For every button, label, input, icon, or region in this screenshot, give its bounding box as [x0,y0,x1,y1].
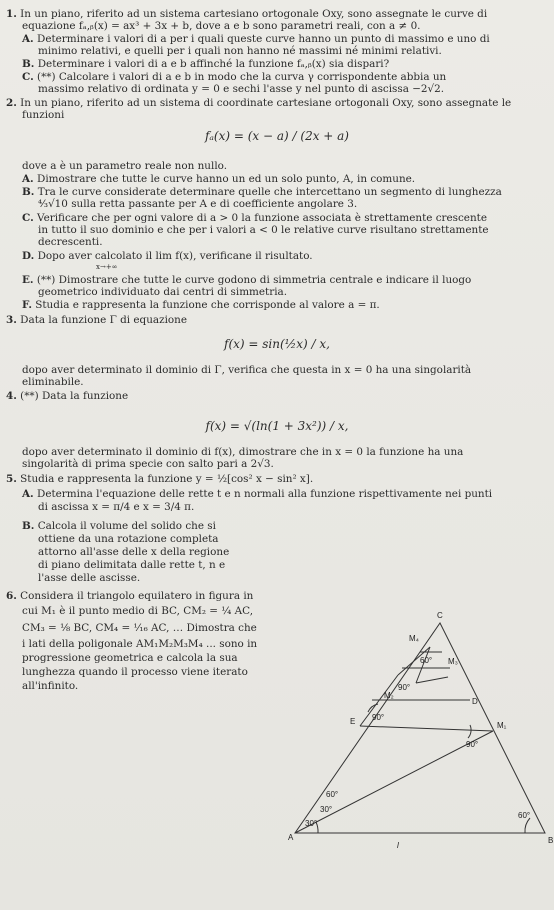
exercise-text: all'infinito. [22,680,79,692]
item: A. Determinare i valori di a per i quali queste curve hanno un punto di massimo e uno di [22,33,490,45]
exercise-text: In un piano, riferito ad un sistema cartesiano ortogonale Oxy, sono assegnate le curve di [20,8,488,20]
angle-label: 30° [305,819,318,828]
item-text: minimo relativi, e quelli per i quali non hanno né massimi né minimi relativi. [38,45,442,57]
formula: f(x) = sin(½x) / x, [224,337,330,351]
exercise-text: singolarità di prima specie con salto pari a 2√3. [22,458,274,470]
item: C. (**) Calcolare i valori di a e b in modo che la curva γ corrispondente abbia un [22,71,447,83]
point-M3: M₃ [448,657,458,666]
exercise-text: i lati della poligonale AM₁M₂M₃M₄ ... sono in [22,638,258,650]
item-text: l'asse delle ascisse. [38,572,141,584]
exercise-text: eliminabile. [22,376,84,388]
vertex-C: C [437,611,443,620]
item: B. Calcola il volume del solido che si [22,520,216,532]
limit-subscript: x→+∞ [96,263,118,271]
exercise-text: cui M₁ è il punto medio di BC, CM₂ = ¼ AC, [22,605,254,617]
item: F. Studia e rappresenta la funzione che corrisponde al valore a = π. [22,299,380,311]
exercise-text: CM₃ = ⅛ BC, CM₄ = ¹⁄₁₆ AC, … Dimostra che [22,622,257,634]
exercise-text: dopo aver determinato il dominio di f(x), dimostrare che in x = 0 la funzione ha una [22,446,464,458]
item-text: di piano delimitata dalle rette t, n e [38,559,226,571]
exercise-6: 6. Considera il triangolo equilatero in figura in [6,590,254,602]
triangle-outline [295,623,545,833]
item: B. Determinare i valori di a e b affinché la funzione fₐ,ᵦ(x) sia dispari? [22,58,390,70]
exercise-5: 5. Studia e rappresenta la funzione y = ½[cos² x − sin² x]. [6,473,314,485]
vertex-E: E [350,717,356,726]
exercise-text: dopo aver determinato il dominio di Γ, verifica che questa in x = 0 ha una singolarità [22,364,472,376]
angle-label: 60° [518,811,531,820]
exercise-text: equazione fₐ,ᵦ(x) = ax³ + 3x + b, dove a e b sono parametri reali, con a ≠ 0. [22,20,421,32]
vertex-A: A [288,833,294,842]
exercise-2: 2. In un piano, riferito ad un sistema di coordinate cartesiane ortogonali Oxy, sono assegnate le [6,97,512,109]
vertex-B: B [548,836,554,845]
item: B. Tra le curve considerate determinare quelle che intercettano un segmento di lunghezza [22,186,502,198]
vertex-D: D [472,697,478,706]
point-M1: M₁ [497,721,507,730]
item-text: in tutto il suo dominio e che per i valori a < 0 le relative curve risultano strettamente [38,224,489,236]
exercise-text: lunghezza quando il processo viene iterato [22,666,248,678]
item: D. Dopo aver calcolato il lim f(x), verificane il risultato. [22,250,313,262]
point-M2: M₂ [384,691,394,700]
formula: fₐ(x) = (x − a) / (2x + a) [204,129,349,143]
side-label: l [397,841,399,850]
angle-label: 90° [466,740,479,749]
exercise-1 [6,8,487,20]
item-text: massimo relativo di ordinata y = 0 e sechi l'asse y nel punto di ascissa −2√2. [38,83,445,95]
formula: f(x) = √(ln(1 + 3x²)) / x, [205,419,349,433]
item-text: geometrico individuato dai centri di simmetria. [38,286,288,298]
point-M4: M₄ [409,634,419,643]
angle-label: 60° [326,790,339,799]
exercise-text: funzioni [22,109,65,121]
angle-label: 30° [320,805,333,814]
item: C. Verificare che per ogni valore di a > 0 la funzione associata è strettamente crescente [22,212,487,224]
angle-label: 90° [398,683,411,692]
angle-label: 60° [420,656,433,665]
angle-label: 90° [372,713,385,722]
exercise-number: 1. [6,8,17,20]
item-text: decrescenti. [38,236,103,248]
exercise-text: dove a è un parametro reale non nullo. [22,160,228,172]
exercise-3: 3. Data la funzione Γ di equazione [6,314,187,326]
exercise-text: progressione geometrica e calcola la sua [22,652,238,664]
item-text: ⁴⁄₃√10 sulla retta passante per A e di coefficiente angolare 3. [38,198,358,210]
item-text: ottiene da una rotazione completa [38,533,219,545]
item-text: attorno all'asse delle x della regione [38,546,230,558]
item: A. Dimostrare che tutte le curve hanno un ed un solo punto, A, in comune. [22,173,416,185]
exercise-4: 4. (**) Data la funzione [6,390,129,402]
item: A. Determina l'equazione delle rette t e n normali alla funzione rispettivamente nei punti [22,488,493,500]
item-text: di ascissa x = π/4 e x = 3/4 π. [38,501,195,513]
item: E. (**) Dimostrare che tutte le curve godono di simmetria centrale e indicare il luogo [22,274,472,286]
